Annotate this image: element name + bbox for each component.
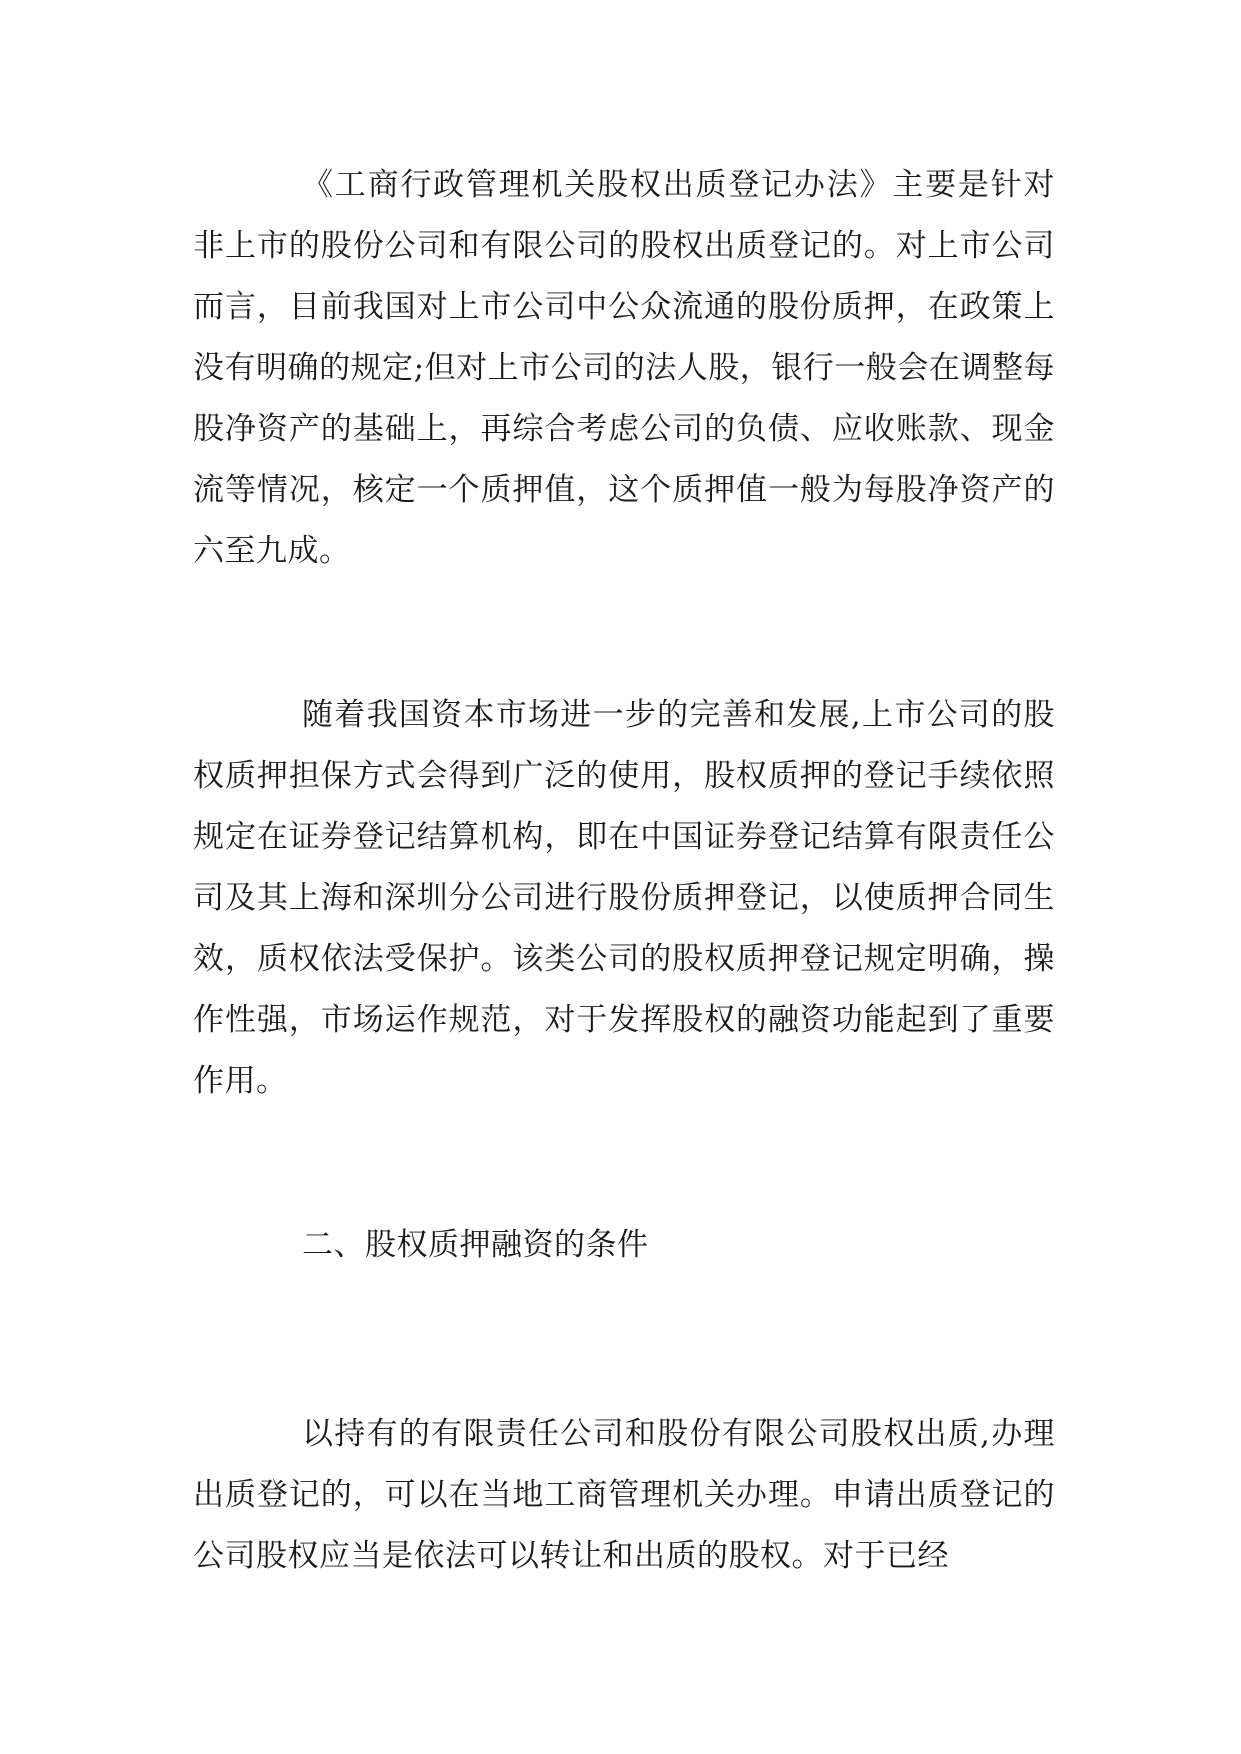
paragraph-capital-market: 随着我国资本市场进一步的完善和发展,上市公司的股权质押担保方式会得到广泛的使用，股权质押的登记手续依照规定在证券登记结算机构，即在中国证券登记结算有限责任公司及其上海和深圳分公司进行股份质押登记，以使质押合同生效，质权依法受保护。该类公司的股权质押登记规定明确，操作性强，市场运作规范，对于发挥股权的融资功能起到了重要作用。: [193, 697, 1055, 1099]
paragraph-conditions: 以持有的有限责任公司和股份有限公司股权出质,办理出质登记的，可以在当地工商管理机关办理。申请出质登记的公司股权应当是依法可以转让和出质的股权。对于已经: [193, 1416, 1055, 1574]
section-heading: 二、股权质押融资的条件: [302, 1227, 649, 1263]
paragraph-registration-measures: 《工商行政管理机关股权出质登记办法》主要是针对非上市的股份公司和有限公司的股权出质登记的。对上市公司而言，目前我国对上市公司中公众流通的股份质押，在政策上没有明确的规定;但对上市公司的法人股，银行一般会在调整每股净资产的基础上，再综合考虑公司的负债、应收账款、现金流等情况，核定一个质押值，这个质押值一般为每股净资产的六至九成。: [193, 167, 1055, 569]
